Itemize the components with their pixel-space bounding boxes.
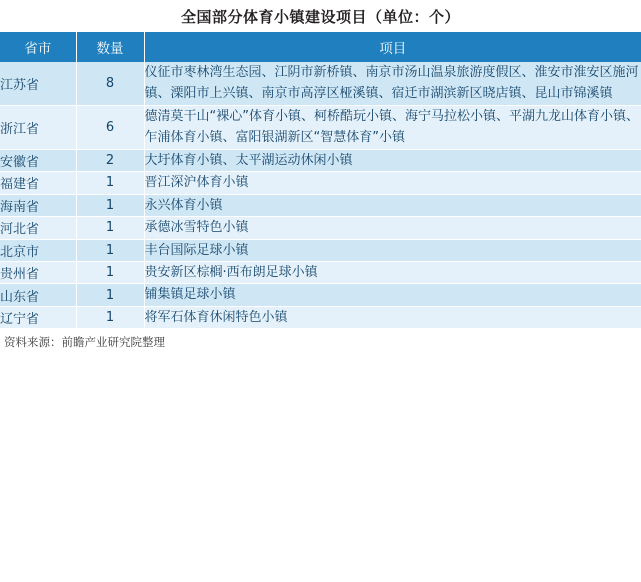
table-row — [0, 261, 641, 283]
cell-count: 6 — [76, 105, 144, 149]
cell-province: 海南省 — [0, 194, 76, 216]
cell-project: 丰台国际足球小镇 — [144, 239, 641, 261]
table-row — [0, 239, 641, 261]
cell-count: 1 — [76, 172, 144, 194]
cell-province: 江苏省 — [0, 62, 76, 105]
cell-count: 1 — [76, 194, 144, 216]
table-row — [0, 284, 641, 306]
cell-project: 承德冰雪特色小镇 — [144, 217, 641, 239]
cell-project: 大圩体育小镇、太平湖运动休闲小镇 — [144, 149, 641, 171]
column-header-count: 数量 — [76, 32, 144, 62]
table-row — [0, 217, 641, 239]
cell-project: 晋江深沪体育小镇 — [144, 172, 641, 194]
cell-province: 辽宁省 — [0, 306, 76, 328]
table-row — [0, 172, 641, 194]
page-title: 全国部分体育小镇建设项目（单位：个） — [180, 7, 460, 26]
chart-title-bar — [0, 0, 641, 32]
column-header-province: 省市 — [0, 32, 76, 62]
cell-province: 安徽省 — [0, 149, 76, 171]
cell-province: 福建省 — [0, 172, 76, 194]
table-header — [0, 32, 641, 62]
sports-town-table — [0, 32, 641, 329]
cell-province: 北京市 — [0, 239, 76, 261]
cell-project: 仪征市枣林湾生态园、江阴市新桥镇、南京市汤山温泉旅游度假区、淮安市淮安区施河镇、溧阳市上兴镇、南京市高淳区桠溪镇、宿迁市湖滨新区晓店镇、昆山市锦溪镇 — [144, 62, 641, 105]
cell-count: 1 — [76, 217, 144, 239]
table-body — [0, 62, 641, 329]
table-row — [0, 306, 641, 328]
cell-count: 1 — [76, 284, 144, 306]
cell-project: 将军石体育休闲特色小镇 — [144, 306, 641, 328]
cell-project: 永兴体育小镇 — [144, 194, 641, 216]
cell-province: 浙江省 — [0, 105, 76, 149]
table-row — [0, 62, 641, 105]
column-header-project: 项目 — [144, 32, 641, 62]
cell-project: 贵安新区棕榈·西布朗足球小镇 — [144, 261, 641, 283]
cell-province: 河北省 — [0, 217, 76, 239]
table-header-row — [0, 32, 641, 62]
cell-province: 山东省 — [0, 284, 76, 306]
cell-count: 8 — [76, 62, 144, 105]
cell-project: 铺集镇足球小镇 — [144, 284, 641, 306]
cell-province: 贵州省 — [0, 261, 76, 283]
cell-count: 1 — [76, 306, 144, 328]
source-note: 资料来源：前瞻产业研究院整理 — [4, 335, 165, 350]
cell-count: 1 — [76, 261, 144, 283]
table-row — [0, 194, 641, 216]
cell-count: 1 — [76, 239, 144, 261]
cell-project: 德清莫干山“裸心”体育小镇、柯桥酷玩小镇、海宁马拉松小镇、平湖九龙山体育小镇、乍浦体育小镇、富阳银湖新区“智慧体育”小镇 — [144, 105, 641, 149]
table-row — [0, 149, 641, 171]
cell-count: 2 — [76, 149, 144, 171]
table-row — [0, 105, 641, 149]
source-bar — [0, 329, 641, 355]
